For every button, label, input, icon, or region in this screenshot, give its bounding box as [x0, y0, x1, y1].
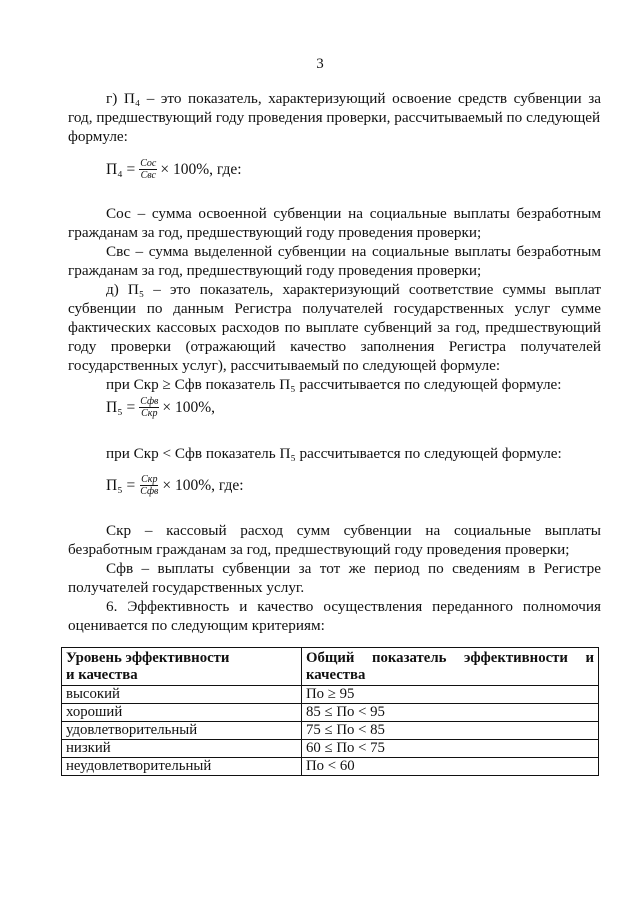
header-indicator-line2: качества: [306, 667, 366, 683]
formula-p4-rhs: × 100%, где:: [160, 160, 242, 178]
header-indicator: [302, 648, 599, 686]
paragraph-g-line1: г) П₄ – это показатель, характеризующий освоение средств субвенции за: [106, 90, 601, 107]
formula-p5-b-denominator: Сфв: [140, 486, 159, 497]
paragraph-g-rest: год, предшествующий году проведения проверки, рассчитываемый по следующей формуле:: [68, 109, 601, 145]
paragraph-d-line4: году проверки (отражающий качество заполнения Регистра получателей: [68, 338, 601, 355]
definition-ckr-line2: безработным гражданам за год, предшествующий году проведения проверки;: [68, 541, 570, 558]
paragraph-d-last: государственных услуг), рассчитываемый по следующей формуле:: [68, 357, 501, 374]
formula-p5-a: [106, 396, 215, 419]
row-level: удовлетворительный: [62, 722, 302, 740]
formula-p5-b-rhs: × 100%, где:: [162, 476, 244, 494]
row-value: 85 ≤ По < 95: [302, 704, 599, 722]
table-row: [62, 686, 599, 704]
formula-p5-b: [106, 474, 244, 497]
formula-p4-denominator: Cвс: [140, 170, 156, 181]
paragraph-d-line3: фактических кассовых расходов по выплате субвенций за год, предшествующий: [68, 319, 601, 336]
paragraph-6-line2: оценивается по следующим критериям:: [68, 617, 325, 634]
definition-cos-line1: Cос – сумма освоенной субвенции на социальные выплаты безработным: [106, 205, 601, 222]
condition-1: при Скр ≥ Сфв показатель П₅ рассчитывается по следующей формуле:: [106, 376, 562, 393]
formula-p5-a-denominator: Скр: [141, 408, 158, 419]
paragraph-6-line1: 6. Эффективность и качество осуществления переданного полномочия: [106, 598, 601, 615]
header-level-line2: и качества: [66, 667, 138, 683]
formula-p4: [106, 158, 242, 181]
formula-p5-a-lhs: П₅ =: [106, 398, 136, 416]
row-value: 60 ≤ По < 75: [302, 740, 599, 758]
header-indicator-line1: Общий показатель эффективности и: [306, 650, 594, 666]
table-row: [62, 704, 599, 722]
paragraph-d-line1: д) П₅ – это показатель, характеризующий соответствие суммы выплат: [106, 281, 601, 298]
formula-p5-a-fraction: [139, 396, 159, 419]
definition-ckr-line1: Скр – кассовый расход сумм субвенции на социальные выплаты: [106, 522, 601, 539]
formula-p5-a-rhs: × 100%,: [162, 398, 216, 416]
page-number: 3: [316, 56, 324, 72]
criteria-table: [61, 647, 599, 776]
formula-p4-numerator: Cос: [140, 158, 157, 169]
definition-cfv-line1: Сфв – выплаты субвенции за тот же период по сведениям в Регистре: [106, 560, 601, 577]
definition-cvs-line2: гражданам за год, предшествующий году проведения проверки;: [68, 262, 482, 279]
row-level: низкий: [62, 740, 302, 758]
definition-cfv-line2: получателей государственных услуг.: [68, 579, 305, 596]
formula-p5-b-fraction: [139, 474, 159, 497]
header-level-line1: Уровень эффективности: [66, 650, 230, 666]
header-level: [62, 648, 302, 686]
definition-cos-line2: гражданам за год, предшествующий году проведения проверки;: [68, 224, 482, 241]
row-level: высокий: [62, 686, 302, 704]
table-row: [62, 722, 599, 740]
formula-p5-b-numerator: Скр: [141, 474, 158, 485]
formula-p4-fraction: [139, 158, 157, 181]
row-value: По ≥ 95: [302, 686, 599, 704]
table-row: [62, 758, 599, 776]
paragraph-d-line2: субвенции по данным Регистра получателей государственных услуг сумме: [68, 300, 601, 317]
criteria-table-header: [62, 648, 599, 686]
formula-p5-a-numerator: Сфв: [140, 396, 159, 407]
condition-2: при Скр < Сфв показатель П₅ рассчитывается по следующей формуле:: [106, 445, 562, 462]
definition-cvs-line1: Cвс – сумма выделенной субвенции на социальные выплаты безработным: [106, 243, 601, 260]
formula-p4-lhs: П₄ =: [106, 160, 136, 178]
row-level: хороший: [62, 704, 302, 722]
row-value: По < 60: [302, 758, 599, 776]
table-row: [62, 740, 599, 758]
formula-p5-b-lhs: П₅ =: [106, 476, 136, 494]
row-level: неудовлетворительный: [62, 758, 302, 776]
row-value: 75 ≤ По < 85: [302, 722, 599, 740]
